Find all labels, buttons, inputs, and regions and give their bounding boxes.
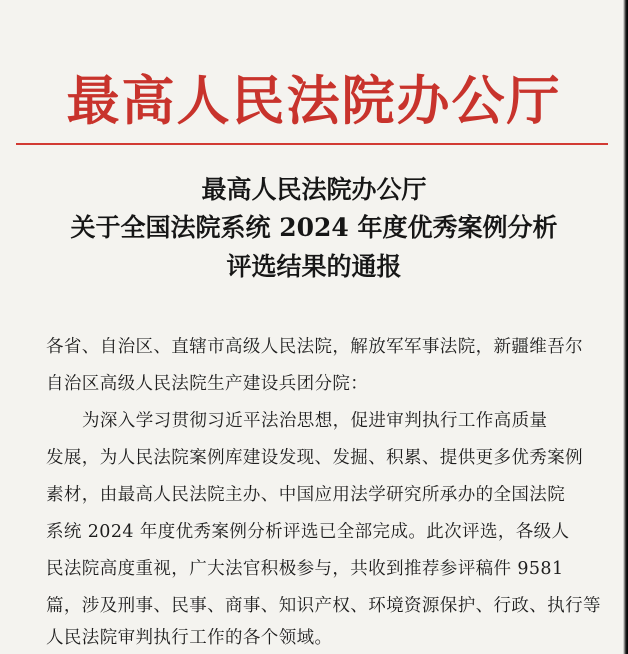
- issuing-office-header: 最高人民法院办公厅: [66, 70, 562, 132]
- paragraph-line-2: 发展，为人民法院案例库建设发现、发掘、积累、提供更多优秀案例: [46, 448, 583, 468]
- document-title-line-2: 关于全国法院系统 2024 年度优秀案例分析: [70, 213, 558, 242]
- addressee-line-1: 各省、自治区、直辖市高级人民法院，解放军军事法院，新疆维吾尔: [46, 337, 583, 357]
- red-divider-line: [16, 143, 608, 145]
- addressee-line-2: 自治区高级人民法院生产建设兵团分院：: [46, 374, 369, 394]
- paragraph-line-3: 素材，由最高人民法院主办、中国应用法学研究所承办的全国法院: [46, 485, 566, 505]
- scan-edge-shadow: [623, 0, 628, 654]
- paragraph-line-5: 民法院高度重视，广大法官积极参与，共收到推荐参评稿件 9581: [46, 559, 564, 579]
- paragraph-line-7: 人民法院审判执行工作的各个领域。: [46, 628, 333, 648]
- document-title-line-1: 最高人民法院办公厅: [201, 175, 427, 204]
- paragraph-line-6: 篇，涉及刑事、民事、商事、知识产权、环境资源保护、行政、执行等: [46, 596, 601, 616]
- paragraph-line-4: 系统 2024 年度优秀案例分析评选已全部完成。此次评选，各级人: [46, 522, 570, 542]
- document-title-line-3: 评选结果的通报: [226, 252, 402, 281]
- paragraph-line-1: 为深入学习贯彻习近平法治思想，促进审判执行工作高质量: [82, 411, 548, 431]
